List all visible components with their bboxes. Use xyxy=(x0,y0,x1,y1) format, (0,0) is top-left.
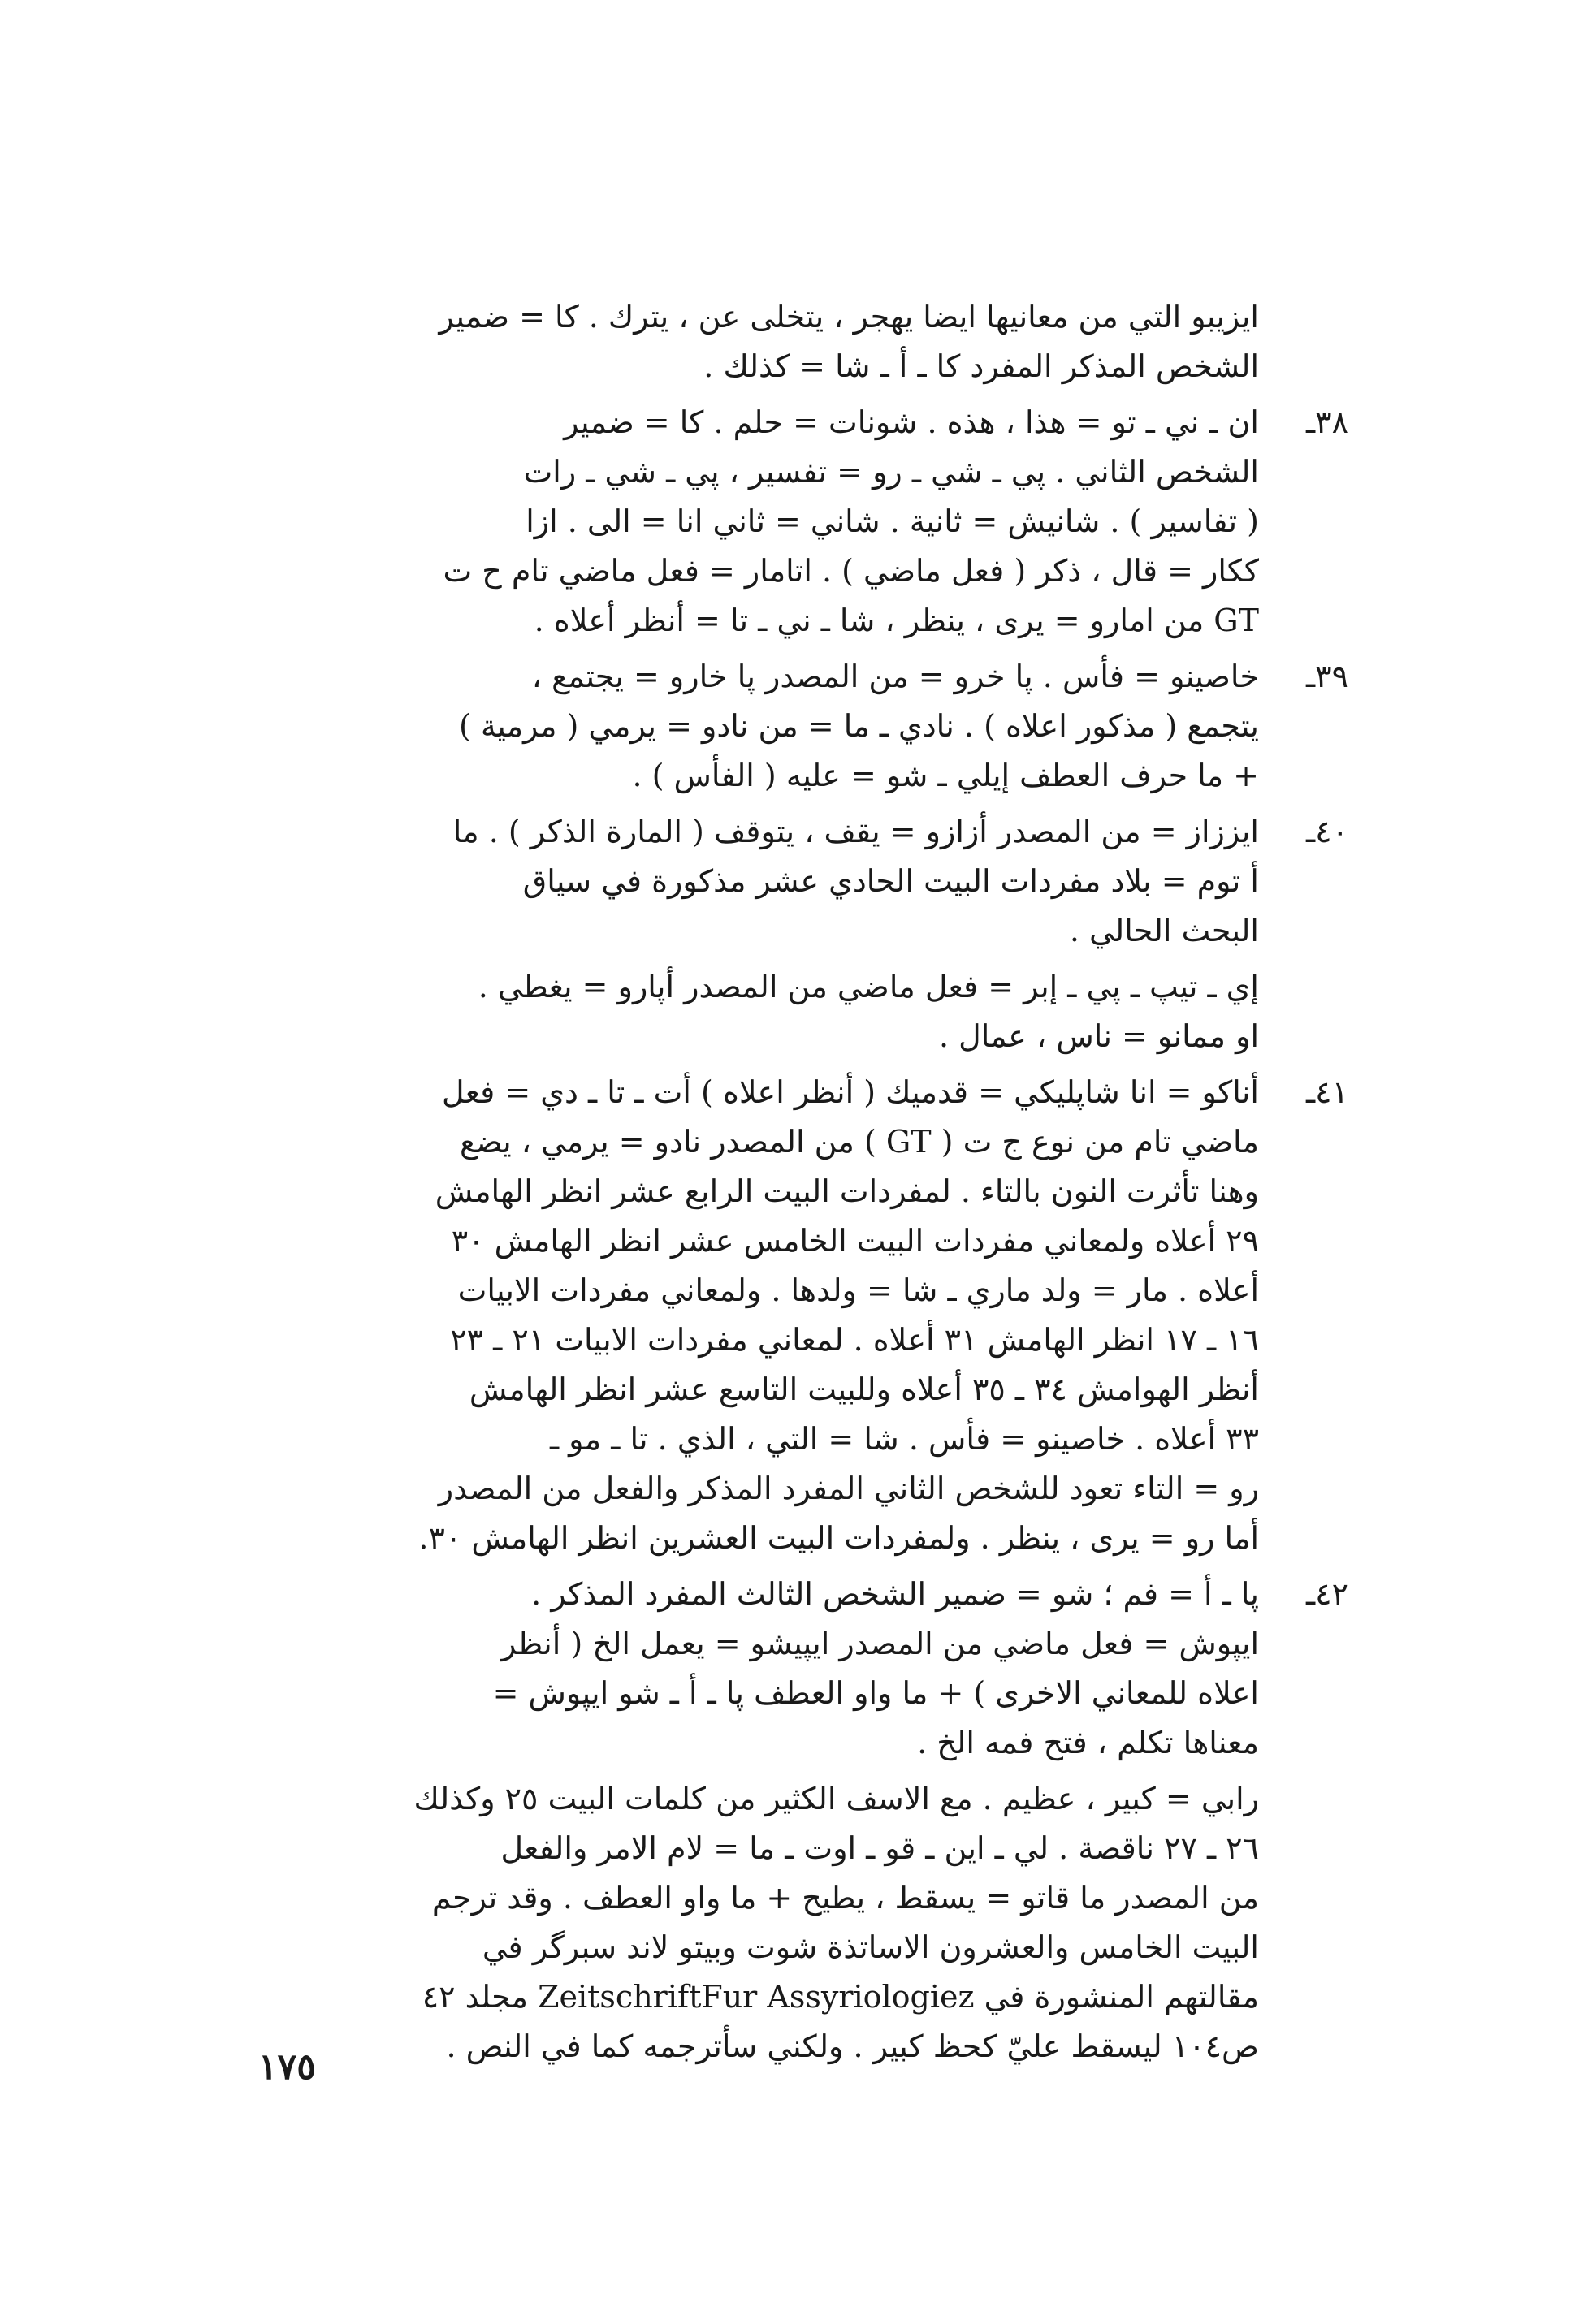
text-line: من المصدر ما قاتو = يسقط ، يطيح + ما واو العطف . وقد ترجم xyxy=(431,1880,1259,1916)
text-line: أعلاه . مار = ولد ماري ـ شا = ولدها . ولمعاني مفردات الابيات xyxy=(457,1272,1259,1308)
text-line: رابي = كبير ، عظيم . مع الاسف الكثير من كلمات البيت ٢٥ وكذلك xyxy=(413,1781,1259,1816)
footnote-39 xyxy=(260,652,1348,801)
text-line: البيت الخامس والعشرون الاساتذة شوت وبيتو لاند سبرگر في xyxy=(482,1929,1259,1965)
footnote-number: ٤٠ـ xyxy=(1306,814,1348,849)
text-line: ان ـ ني ـ تو = هذا ، هذه . شونات = حلم . كا = ضمير xyxy=(564,404,1259,440)
text-line: اعلاه للمعاني الاخرى ) + ما واو العطف پا ـ أ ـ شو ايپوش = xyxy=(492,1675,1259,1711)
text-line: أما رو = يرى ، ينظر . ولمفردات البيت العشرين انظر الهامش ٣٠. xyxy=(418,1520,1259,1556)
text-line: أناكو = انا شاپليكي = قدميك ( أنظر اعلاه ) أت ـ تا ـ دي = فعل xyxy=(441,1074,1259,1110)
text-line: إي ـ تيپ ـ پي ـ إبر = فعل ماضي من المصدر أپارو = يغطي . xyxy=(478,969,1259,1004)
paragraph-text xyxy=(260,652,1259,801)
text-line: خاصينو = فأس . پا خرو = من المصدر پا خارو = يجتمع ، xyxy=(531,659,1259,694)
footnote-38 xyxy=(260,398,1348,646)
text-line: مقالتهم المنشورة في ZeitschriftFur Assyriologiez مجلد ٤٢ xyxy=(422,1979,1259,2015)
paragraph-text xyxy=(260,1774,1259,2071)
page-number: ١٧٥ xyxy=(258,2046,316,2088)
text-line: ككار = قال ، ذكر ( فعل ماضي ) . اتامار = فعل ماضي تام ح ت xyxy=(443,553,1259,589)
text-line: يتجمع ( مذكور اعلاه ) . نادي ـ ما = من نادو = يرمي ( مرمية ) xyxy=(459,708,1259,744)
paragraph xyxy=(260,1774,1348,2071)
text-line: رو = التاء تعود للشخص الثاني المفرد المذكر والفعل من المصدر xyxy=(438,1471,1259,1506)
document-body xyxy=(260,292,1348,2071)
paragraph xyxy=(260,292,1348,391)
text-line: + ما حرف العطف إيلي ـ شو = عليه ( الفأس ) . xyxy=(632,758,1259,793)
paragraph-text xyxy=(260,1570,1259,1768)
footnote-number: ٣٩ـ xyxy=(1306,659,1348,694)
footnote-number: ٤١ـ xyxy=(1306,1074,1348,1110)
text-line: ايززاز = من المصدر أزازو = يقف ، يتوقف ( المارة الذكر ) . ما xyxy=(452,814,1259,849)
text-line: او ممانو = ناس ، عمال . xyxy=(938,1018,1259,1054)
text-line: معناها تكلم ، فتح فمه الخ . xyxy=(917,1725,1259,1760)
text-line: البحث الحالي . xyxy=(1069,913,1259,948)
paragraph-text xyxy=(260,962,1259,1061)
text-line: پا ـ أ = فم ؛ شو = ضمير الشخص الثالث المفرد المذكر . xyxy=(531,1576,1259,1612)
paragraph-text xyxy=(260,292,1259,391)
paragraph xyxy=(260,962,1348,1061)
text-line: GT من امارو = يرى ، ينظر ، شا ـ ني ـ تا = أنظر أعلاه . xyxy=(534,603,1259,638)
footnote-42 xyxy=(260,1570,1348,1768)
text-line: ايزيبو التي من معانيها ايضا يهجر ، يتخلى عن ، يترك . كا = ضمير xyxy=(439,299,1259,335)
text-line: أنظر الهوامش ٣٤ ـ ٣٥ أعلاه وللبيت التاسع عشر انظر الهامش xyxy=(469,1372,1259,1407)
text-line: الشخص المذكر المفرد كا ـ أ ـ شا = كذلك . xyxy=(703,348,1259,384)
text-line: ايپوش = فعل ماضي من المصدر ايپيشو = يعمل الخ ( أنظر xyxy=(501,1626,1259,1661)
text-line: ص١٠٤ ليسقط عليّ كحظ كبير . ولكني سأترجمه كما في النص . xyxy=(446,2028,1259,2064)
text-line: أ توم = بلاد مفردات البيت الحادي عشر مذكورة في سياق xyxy=(522,863,1259,899)
footnote-41 xyxy=(260,1068,1348,1563)
footnote-number: ٣٨ـ xyxy=(1306,404,1348,440)
paragraph-text xyxy=(260,1068,1259,1563)
paragraph-text xyxy=(260,807,1259,956)
text-line: ماضي تام من نوع ج ت ( GT ) من المصدر نادو = يرمي ، يضع xyxy=(459,1124,1259,1160)
text-line: ( تفاسير ) . شانيش = ثانية . شاني = ثاني انا = الى . ازا xyxy=(526,503,1259,539)
text-line: وهنا تأثرت النون بالتاء . لمفردات البيت الرابع عشر انظر الهامش xyxy=(435,1173,1259,1209)
text-line: ٢٦ ـ ٢٧ ناقصة . لي ـ اين ـ قو ـ اوت ـ ما = لام الامر والفعل xyxy=(500,1830,1259,1866)
text-line: ٢٩ أعلاه ولمعاني مفردات البيت الخامس عشر انظر الهامش ٣٠ xyxy=(451,1223,1259,1259)
text-line: الشخص الثاني . پي ـ شي ـ رو = تفسير ، پي ـ شي ـ رات xyxy=(523,454,1259,490)
text-line: ١٦ ـ ١٧ انظر الهامش ٣١ أعلاه . لمعاني مفردات الابيات ٢١ ـ ٢٣ xyxy=(450,1322,1259,1358)
footnote-40 xyxy=(260,807,1348,956)
footnote-number: ٤٢ـ xyxy=(1306,1576,1348,1612)
paragraph-text xyxy=(260,398,1259,646)
text-line: ٣٣ أعلاه . خاصينو = فأس . شا = التي ، الذي . تا ـ مو ـ xyxy=(549,1421,1259,1457)
